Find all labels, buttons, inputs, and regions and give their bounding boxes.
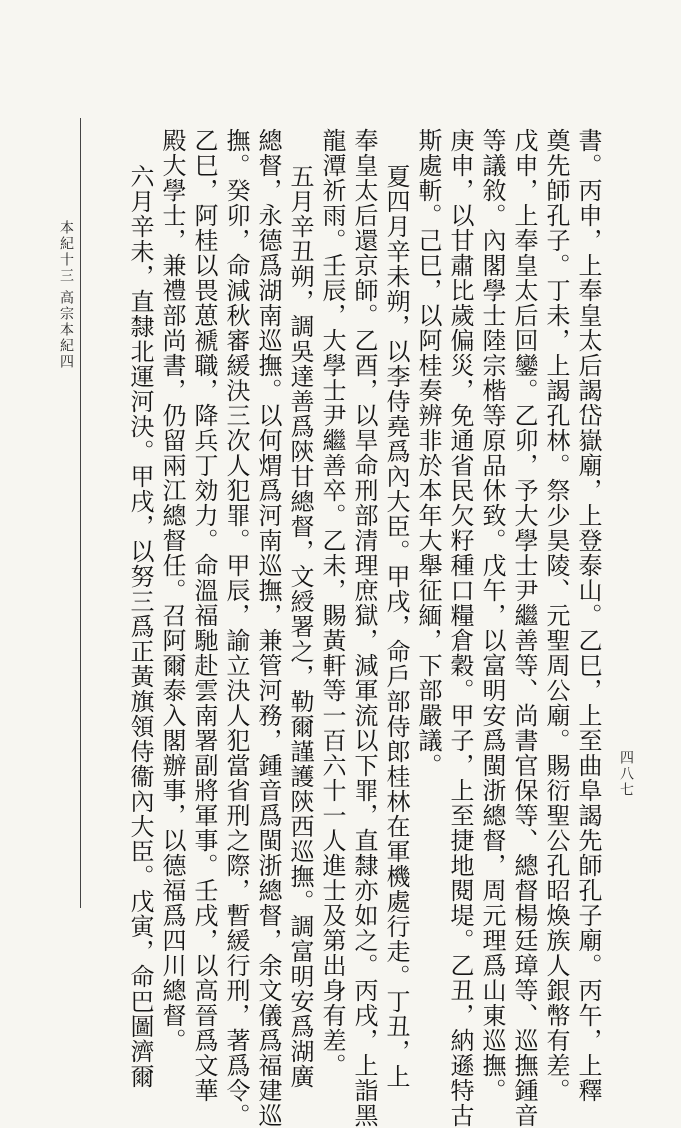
- text-column: 等議敘。內閣學士陸宗楷等原品休致。戊午，以富明安爲閩浙總督，周元理爲山東巡撫。: [478, 128, 506, 1103]
- header-divider: [80, 118, 81, 908]
- text-column: 撫。癸卯，命減秋審緩決三次人犯罪。甲辰，諭立決人犯當省刑之際，暫緩行刑，著爲令。: [222, 128, 250, 1128]
- text-column: 庚申，以甘肅比歲偏災，免通省民欠籽種口糧倉穀。甲子，上至捷地閱堤。乙丑，納遜特古: [446, 128, 474, 1128]
- page-number: 四八七: [618, 750, 634, 798]
- text-column: 殿大學士，兼禮部尚書，仍留兩江總督任。召阿爾泰入閣辦事，以德福爲四川總督。: [158, 128, 186, 1053]
- text-column: 乙巳，阿桂以畏葸褫職，降兵丁効力。命溫福馳赴雲南署副將軍事。壬戌，以高晉爲文華: [190, 128, 218, 1103]
- text-column: 奠先師孔子。丁未，上謁孔林。祭少昊陵、元聖周公廟。賜衍聖公孔昭煥族人銀幣有差。: [542, 128, 570, 1103]
- section-header: 高宗本紀四: [58, 290, 74, 370]
- text-column: 六月辛未，直隸北運河決。甲戌，以努三爲正黃旗領侍衞內大臣。戊寅，命巴圖濟爾: [126, 164, 154, 1089]
- text-column: 奉皇太后還京師。乙酉，以旱命刑部清理庶獄，減軍流以下罪，直隸亦如之。丙戌，上詣黑: [350, 128, 378, 1128]
- text-column: 龍潭祈雨。壬辰，大學士尹繼善卒。乙未，賜黃軒等一百六十一人進士及第出身有差。: [318, 128, 346, 1078]
- text-column: 總督，永德爲湖南巡撫。以何煟爲河南巡撫，兼管河務，鍾音爲閩浙總督，余文儀爲福建巡: [254, 128, 282, 1128]
- chapter-header: 本紀十三: [58, 220, 74, 284]
- text-column: 五月辛丑朔，調吳達善爲陝甘總督，文綬署之，勒爾謹護陝西巡撫。調富明安爲湖廣: [286, 164, 314, 1089]
- text-column: 斯處斬。己巳，以阿桂奏辨非於本年大舉征緬，下部嚴議。: [414, 128, 442, 778]
- text-column: 夏四月辛未朔，以李侍堯爲內大臣。甲戌，命戶部侍郎桂林在軍機處行走。丁丑，上: [382, 164, 410, 1089]
- text-column: 書。丙申，上奉皇太后謁岱嶽廟，上登泰山。乙巳，上至曲阜謁先師孔子廟。丙午，上釋: [574, 128, 602, 1103]
- text-column: 戊申，上奉皇太后回鑾。乙卯，予大學士尹繼善等、尚書官保等、總督楊廷璋等、巡撫鍾音: [510, 128, 538, 1128]
